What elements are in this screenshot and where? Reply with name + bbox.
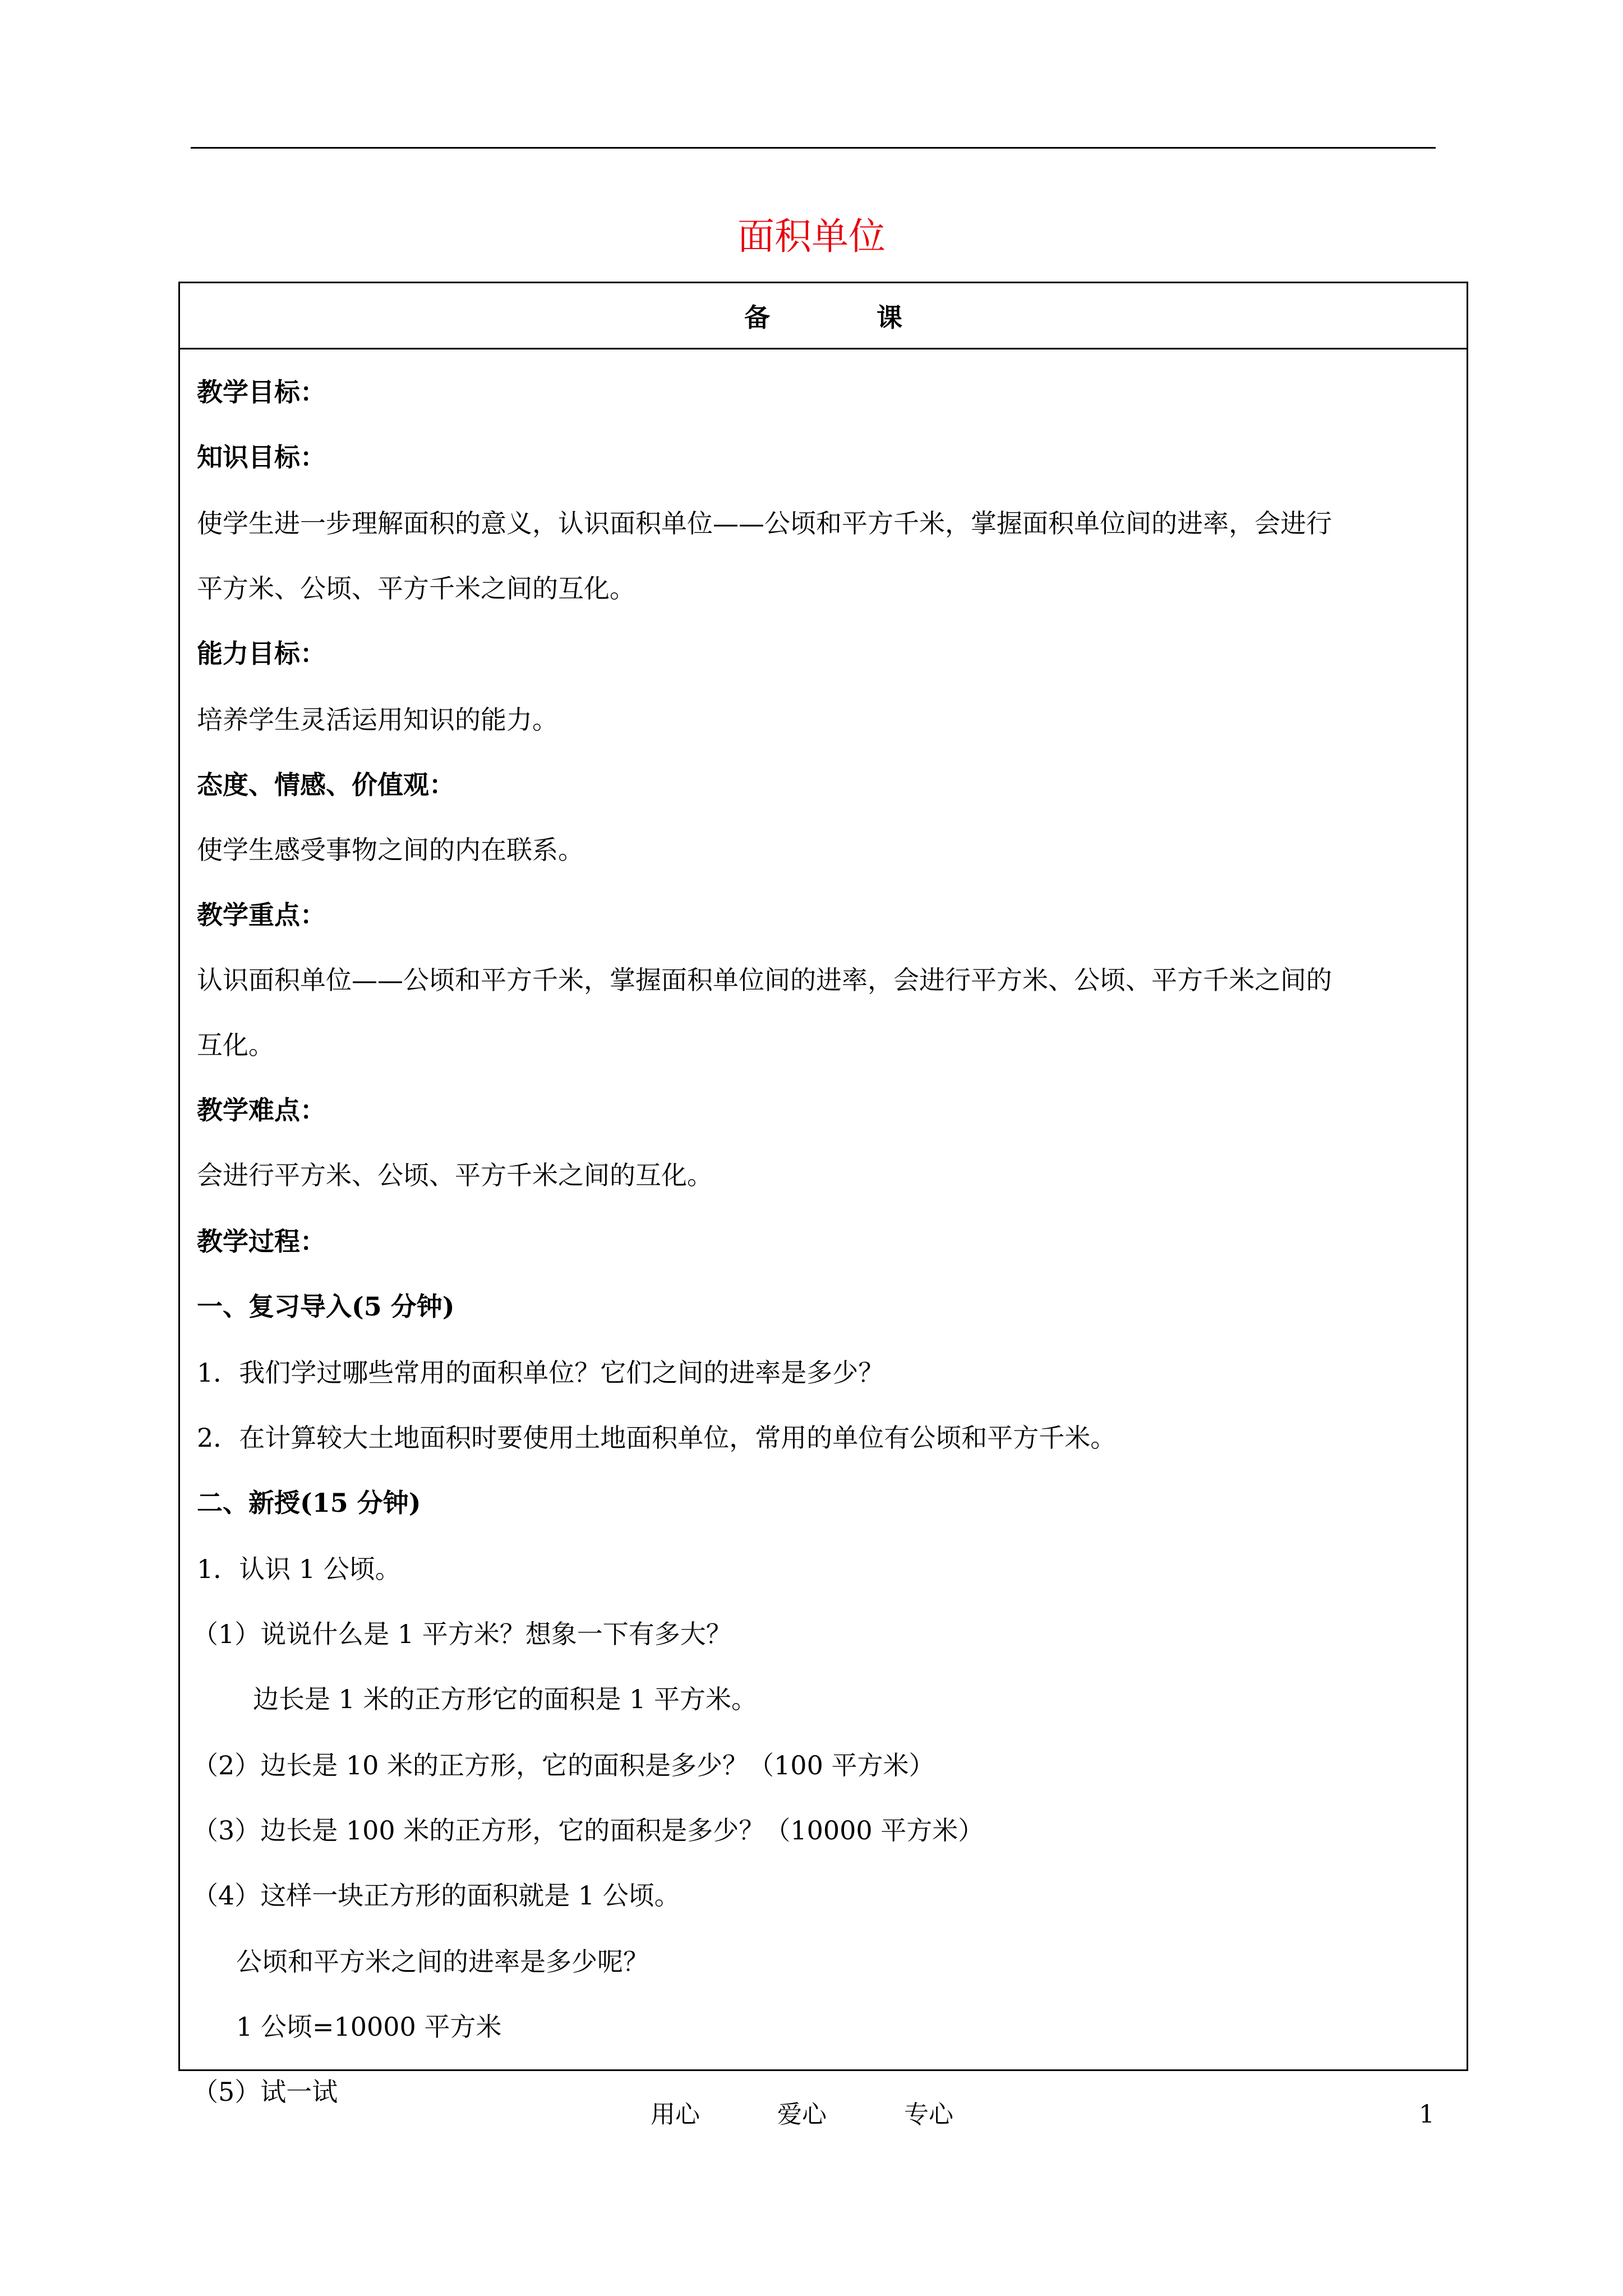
footer-motto-word: 专心 (904, 2100, 953, 2129)
heading-ability-goals: 能力目标： (197, 638, 326, 669)
footer-motto (651, 2098, 953, 2132)
list-item: （1）说说什么是 1 平方米？想象一下有多大？ (192, 1619, 732, 1649)
heading-teaching-goals: 教学目标： (197, 377, 326, 407)
header-rule (191, 147, 1436, 149)
page-number: 1 (1419, 2100, 1435, 2129)
list-item: 2．在计算较大土地面积时要使用土地面积单位，常用的单位有公顷和平方千米。 (197, 1423, 1117, 1453)
paragraph-line: 互化。 (197, 1030, 274, 1060)
heading-teaching-process: 教学过程： (197, 1226, 326, 1257)
paragraph-line: 会进行平方米、公顷、平方千米之间的互化。 (197, 1160, 713, 1190)
heading-key-points: 教学重点： (197, 900, 326, 930)
paragraph-line: 认识面积单位——公顷和平方千米，掌握面积单位间的进率，会进行平方米、公顷、平方千米之间的 (197, 965, 1332, 995)
list-item: （4）这样一块正方形的面积就是 1 公顷。 (192, 1880, 680, 1911)
document-title: 面积单位 (737, 215, 886, 258)
paragraph-line: 边长是 1 米的正方形它的面积是 1 平方米。 (253, 1684, 758, 1714)
heading-knowledge-goals: 知识目标： (197, 442, 326, 472)
list-item: （5）试一试 (192, 2077, 338, 2107)
table-header-char-2: 课 (877, 302, 902, 333)
footer-motto-word: 爱心 (777, 2100, 827, 2129)
paragraph-line: 培养学生灵活运用知识的能力。 (197, 705, 558, 735)
paragraph-line: 使学生进一步理解面积的意义，认识面积单位——公顷和平方千米，掌握面积单位间的进率，会进行 (197, 508, 1332, 539)
heading-difficult-points: 教学难点： (197, 1095, 326, 1125)
list-item: （2）边长是 10 米的正方形，它的面积是多少？（100 平方米） (192, 1750, 935, 1780)
table-header-char-1: 备 (744, 302, 770, 333)
list-item: （3）边长是 100 米的正方形，它的面积是多少？（10000 平方米） (192, 1815, 984, 1846)
heading-new-lesson: 二、新授(15 分钟) (197, 1488, 421, 1518)
paragraph-line: 使学生感受事物之间的内在联系。 (197, 835, 584, 865)
paragraph-line: 平方米、公顷、平方千米之间的互化。 (197, 573, 635, 604)
list-item: 1．我们学过哪些常用的面积单位？它们之间的进率是多少？ (197, 1358, 884, 1388)
list-item: 1．认识 1 公顷。 (197, 1554, 401, 1584)
paragraph-line: 公顷和平方米之间的进率是多少呢？ (236, 1947, 649, 1977)
footer-motto-word: 用心 (651, 2100, 700, 2129)
heading-review: 一、复习导入(5 分钟) (197, 1291, 455, 1322)
heading-attitude-values: 态度、情感、价值观： (197, 770, 455, 800)
table-header (180, 283, 1467, 349)
paragraph-line: 1 公顷=10000 平方米 (236, 2012, 502, 2042)
lesson-table (178, 282, 1468, 2107)
